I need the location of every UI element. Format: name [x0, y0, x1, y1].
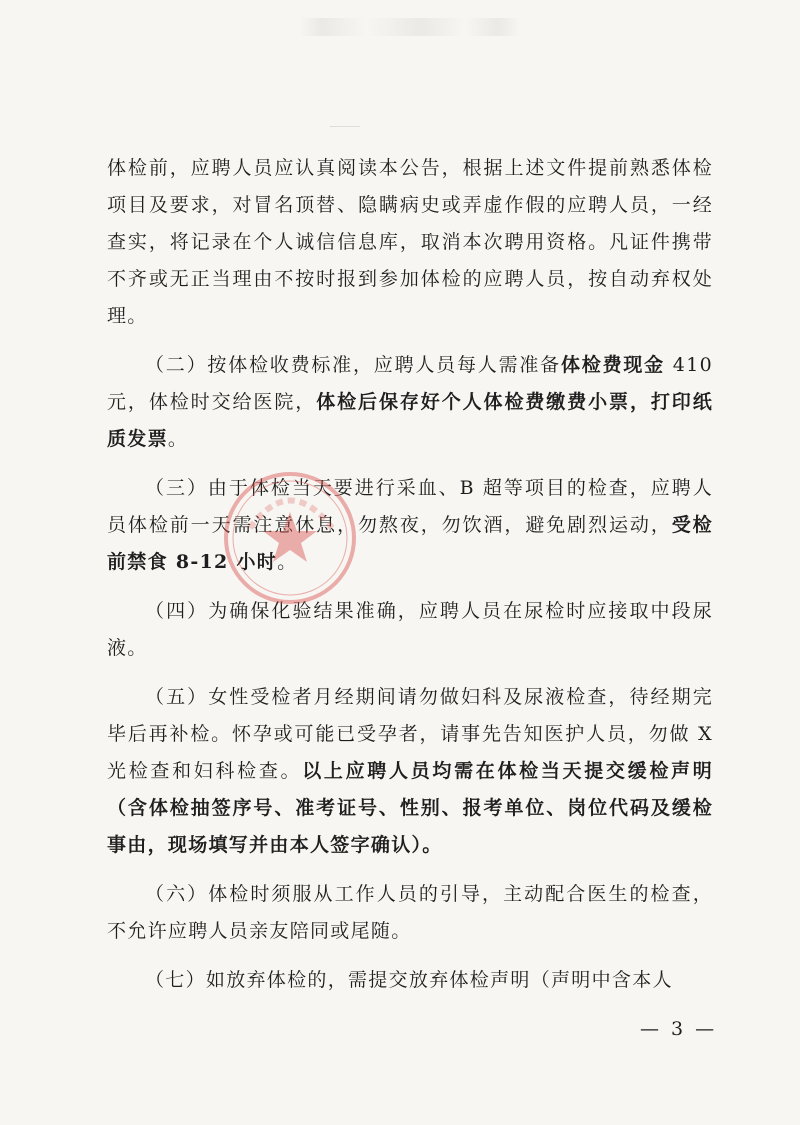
paragraph — [107, 347, 713, 458]
text-run: 410 元，体检时交给医院， — [107, 354, 713, 413]
paragraph — [107, 679, 713, 864]
paragraph — [107, 150, 713, 335]
faint-header-bleedthrough — [300, 18, 520, 36]
faint-mark — [330, 126, 360, 127]
text-run: 体检前，应聘人员应认真阅读本公告，根据上述文件提前熟悉体检项目及要求，对冒名顶替、隐瞒病史或弄虚作假的应聘人员，一经查实，将记录在个人诚信信息库，取消本次聘用资格。凡证件携带不齐或无正当理由不按时报到参加体检的应聘人员，按自动弃权处理。 — [107, 157, 713, 327]
paragraph — [107, 962, 713, 999]
text-run: （四）为确保化验结果准确，应聘人员在尿检时应接取中段尿液。 — [107, 600, 713, 659]
paragraph — [107, 470, 713, 581]
text-run: （五）女性受检者月经期间请勿做妇科及尿液检查，待经期完毕后再补检。怀孕或可能已受孕者，请事先告知医护人员，勿做 X 光检查和妇科检查。 — [107, 686, 713, 782]
text-run: 。 — [277, 551, 298, 573]
bold-text-run: 以上应聘人员均需在体检当天提交缓检声明（含体检抽签序号、准考证号、性别、报考单位、岗位代码及缓检事由，现场填写并由本人签字确认）。 — [107, 760, 713, 856]
bold-text-run: 体检费现金 — [560, 354, 665, 376]
text-run: （三）由于体检当天要进行采血、B 超等项目的检查，应聘人员体检前一天需注意休息，勿熬夜，勿饮酒，避免剧烈运动， — [107, 477, 713, 536]
page-number: — 3 — — [640, 1018, 718, 1040]
bold-text-run: 体检后保存好个人体检费缴费小票，打印纸质发票 — [107, 391, 713, 450]
paragraph — [107, 876, 713, 950]
document-body — [107, 150, 713, 1011]
paragraph — [107, 593, 713, 667]
text-run: （七）如放弃体检的，需提交放弃体检声明（声明中含本人 — [145, 969, 673, 991]
text-run: 。 — [167, 428, 189, 450]
text-run: （二）按体检收费标准，应聘人员每人需准备 — [145, 354, 561, 376]
text-run: （六）体检时须服从工作人员的引导，主动配合医生的检查，不允许应聘人员亲友陪同或尾随。 — [107, 883, 713, 942]
bold-text-run: 受检前禁食 8-12 小时 — [107, 514, 713, 573]
